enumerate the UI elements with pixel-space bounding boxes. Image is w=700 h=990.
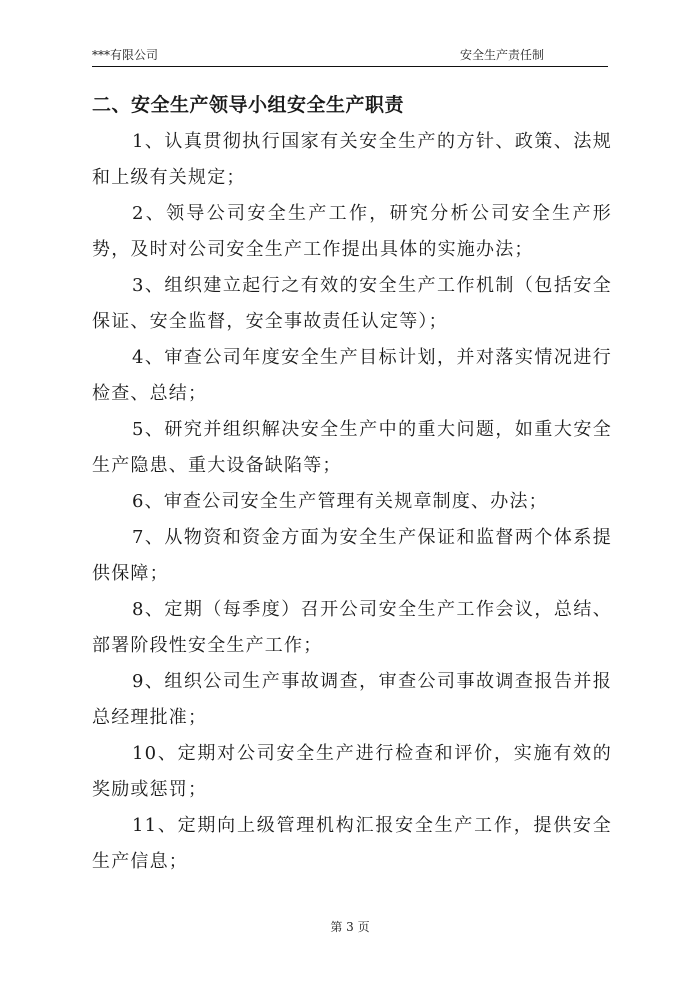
header-company: ***有限公司 — [92, 48, 159, 62]
duty-item: 8、定期（每季度）召开公司安全生产工作会议，总结、部署阶段性安全生产工作； — [92, 599, 612, 656]
section-title: 二、安全生产领导小组安全生产职责 — [92, 94, 405, 116]
duty-item: 7、从物资和资金方面为安全生产保证和监督两个体系提供保障； — [92, 527, 612, 584]
duty-item: 2、领导公司安全生产工作，研究分析公司安全生产形势，及时对公司安全生产工作提出具体的实施办法； — [92, 203, 612, 260]
duty-item: 9、组织公司生产事故调查，审查公司事故调查报告并报总经理批准； — [92, 671, 612, 728]
header-divider — [92, 66, 608, 67]
duty-item: 3、组织建立起行之有效的安全生产工作机制（包括安全保证、安全监督，安全事故责任认定等）； — [92, 275, 612, 332]
duty-item: 5、研究并组织解决安全生产中的重大问题，如重大安全生产隐患、重大设备缺陷等； — [92, 419, 612, 476]
duty-list — [92, 124, 612, 880]
duty-item: 4、审查公司年度安全生产目标计划，并对落实情况进行检查、总结； — [92, 347, 612, 404]
page-number: 第 3 页 — [330, 920, 370, 934]
duty-item: 6、审查公司安全生产管理有关规章制度、办法； — [132, 491, 548, 512]
header-doc-title: 安全生产责任制 — [459, 48, 544, 62]
duty-item: 10、定期对公司安全生产进行检查和评价，实施有效的奖励或惩罚； — [92, 743, 612, 800]
duty-item: 11、定期向上级管理机构汇报安全生产工作，提供安全生产信息； — [92, 815, 612, 872]
page-header — [92, 46, 608, 66]
duty-item: 1、认真贯彻执行国家有关安全生产的方针、政策、法规和上级有关规定； — [92, 131, 612, 188]
